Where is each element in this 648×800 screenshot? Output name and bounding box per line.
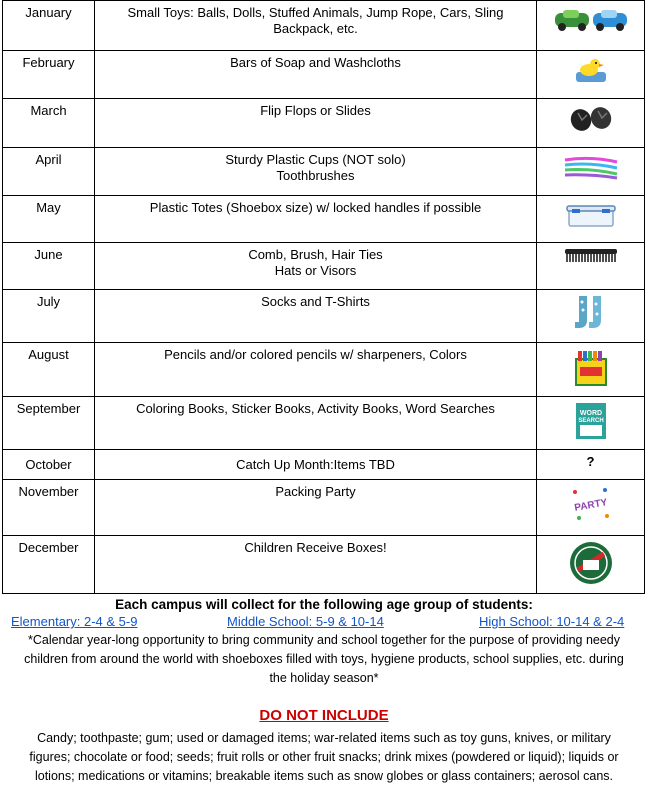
items-cell: Pencils and/or colored pencils w/ sharpeners, Colors	[95, 343, 537, 397]
party-label: PARTY	[573, 497, 608, 514]
month-cell: October	[3, 450, 95, 480]
items-cell: Plastic Totes (Shoebox size) w/ locked handles if possible	[95, 196, 537, 243]
month-cell: May	[3, 196, 95, 243]
elementary-link[interactable]: Elementary: 2-4 & 5-9	[11, 614, 138, 629]
items-cell	[95, 243, 537, 290]
month-cell: January	[3, 1, 95, 51]
items-cell: Catch Up Month:Items TBD	[95, 450, 537, 480]
campus-links	[0, 614, 648, 630]
table-row	[3, 243, 645, 290]
middle-school-link[interactable]: Middle School: 5-9 & 10-14	[227, 614, 384, 629]
campus-heading: Each campus will collect for the following age group of students:	[115, 597, 533, 612]
table-row	[3, 1, 645, 51]
table-row	[3, 196, 645, 243]
month-cell: June	[3, 243, 95, 290]
high-school-link[interactable]: High School: 10-14 & 2-4	[479, 614, 625, 629]
socks-icon	[573, 294, 609, 334]
items-cell: Socks and T-Shirts	[95, 290, 537, 343]
items-cell: Coloring Books, Sticker Books, Activity Books, Word Searches	[95, 397, 537, 450]
word-search-label: WORD	[579, 410, 602, 417]
table-row	[3, 148, 645, 196]
flip-flops-icon	[568, 103, 614, 133]
items-line: Sturdy Plastic Cups (NOT solo)	[225, 152, 406, 167]
items-cell	[95, 148, 537, 196]
table-row	[3, 51, 645, 99]
table-row	[3, 99, 645, 148]
monthly-schedule-table	[2, 0, 645, 594]
items-line: Hats or Visors	[274, 263, 357, 278]
plastic-tote-icon	[563, 200, 619, 230]
month-cell: April	[3, 148, 95, 196]
month-cell: February	[3, 51, 95, 99]
soap-duck-icon	[573, 55, 609, 85]
items-line: Toothbrushes	[276, 168, 355, 183]
party-icon	[569, 484, 613, 524]
month-cell: March	[3, 99, 95, 148]
toy-cars-icon	[551, 5, 631, 33]
word-search-book-icon	[573, 401, 609, 441]
table-row	[3, 290, 645, 343]
excluded-items-text: Candy; toothpaste; gum; used or damaged items; war-related items such as toy guns, knives, or military figures; chocolate or food; seeds; fruit rolls or other fruit snacks; drink mixes (powdered or liquid); liquids or lotions; medications or vitamins; breakable items such as snow globes or glass containers; aerosol cans.	[29, 731, 619, 783]
month-cell: December	[3, 536, 95, 594]
items-cell: Packing Party	[95, 480, 537, 536]
table-row	[3, 480, 645, 536]
table-row	[3, 450, 645, 480]
items-line: Comb, Brush, Hair Ties	[248, 247, 383, 262]
crayons-icon	[571, 347, 611, 387]
table-row	[3, 536, 645, 594]
toothbrushes-icon	[561, 152, 621, 180]
month-cell: September	[3, 397, 95, 450]
items-cell: Flip Flops or Slides	[95, 99, 537, 148]
do-not-include-heading: DO NOT INCLUDE	[259, 707, 389, 724]
table-row	[3, 343, 645, 397]
month-cell: July	[3, 290, 95, 343]
program-note: *Calendar year-long opportunity to bring community and school together for the purpose of providing needy children from around the world with shoeboxes filled with toys, hygiene products, school supplies, etc. during the holiday season*	[24, 633, 624, 685]
table-row	[3, 397, 645, 450]
month-cell: August	[3, 343, 95, 397]
comb-icon	[563, 247, 619, 265]
items-cell: Children Receive Boxes!	[95, 536, 537, 594]
shoebox-logo-icon	[568, 540, 614, 586]
items-cell: Bars of Soap and Washcloths	[95, 51, 537, 99]
items-cell: Small Toys: Balls, Dolls, Stuffed Animals, Jump Rope, Cars, Sling Backpack, etc.	[95, 1, 537, 51]
question-mark: ?	[537, 450, 645, 480]
word-search-label: SEARCH	[577, 418, 604, 424]
month-cell: November	[3, 480, 95, 536]
